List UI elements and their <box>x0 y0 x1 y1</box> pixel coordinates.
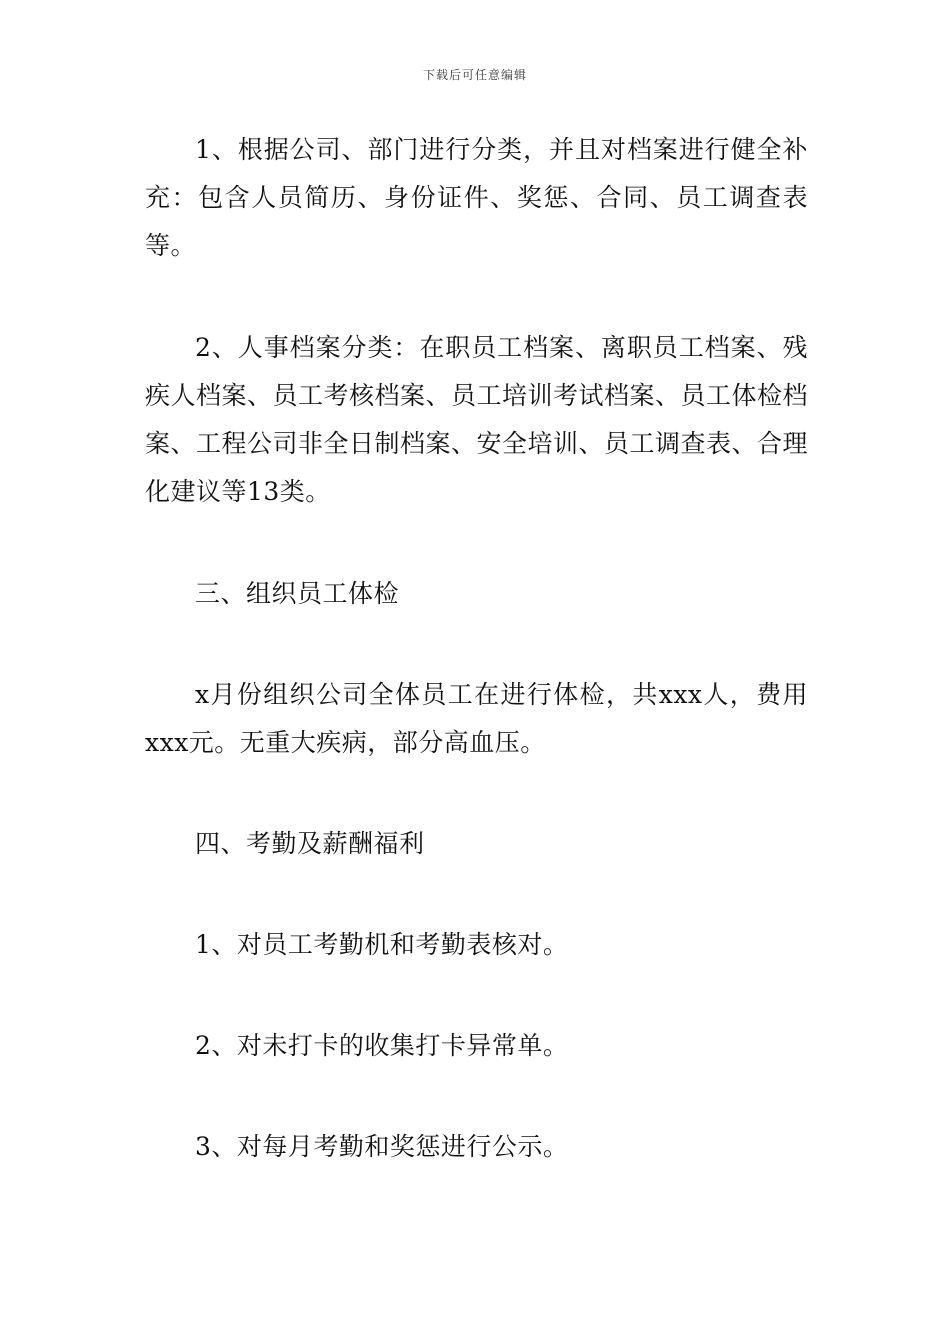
header-note: 下载后可任意编辑 <box>422 68 527 82</box>
paragraph-archive-supplement: 1、根据公司、部门进行分类，并且对档案进行健全补充：包含人员简历、身份证件、奖惩、合同、员工调查表等。 <box>145 135 808 260</box>
document-body <box>145 126 808 1171</box>
section-heading-health-check: 三、组织员工体检 <box>195 579 400 608</box>
paragraph-archive-categories: 2、人事档案分类：在职员工档案、离职员工档案、残疾人档案、员工考核档案、员工培训考试档案、员工体检档案、工程公司非全日制档案、安全培训、员工调查表、合理化建议等13类。 <box>145 333 809 506</box>
section-heading-attendance: 四、考勤及薪酬福利 <box>195 829 425 858</box>
paragraph-missed-punch: 2、对未打卡的收集打卡异常单。 <box>195 1031 569 1060</box>
paragraph-attendance-check: 1、对员工考勤机和考勤表核对。 <box>195 930 569 959</box>
paragraph-monthly-publicity: 3、对每月考勤和奖惩进行公示。 <box>195 1132 569 1161</box>
paragraph-health-check: x月份组织公司全体员工在进行体检，共xxx人，费用xxx元。无重大疾病，部分高血压。 <box>145 680 808 757</box>
